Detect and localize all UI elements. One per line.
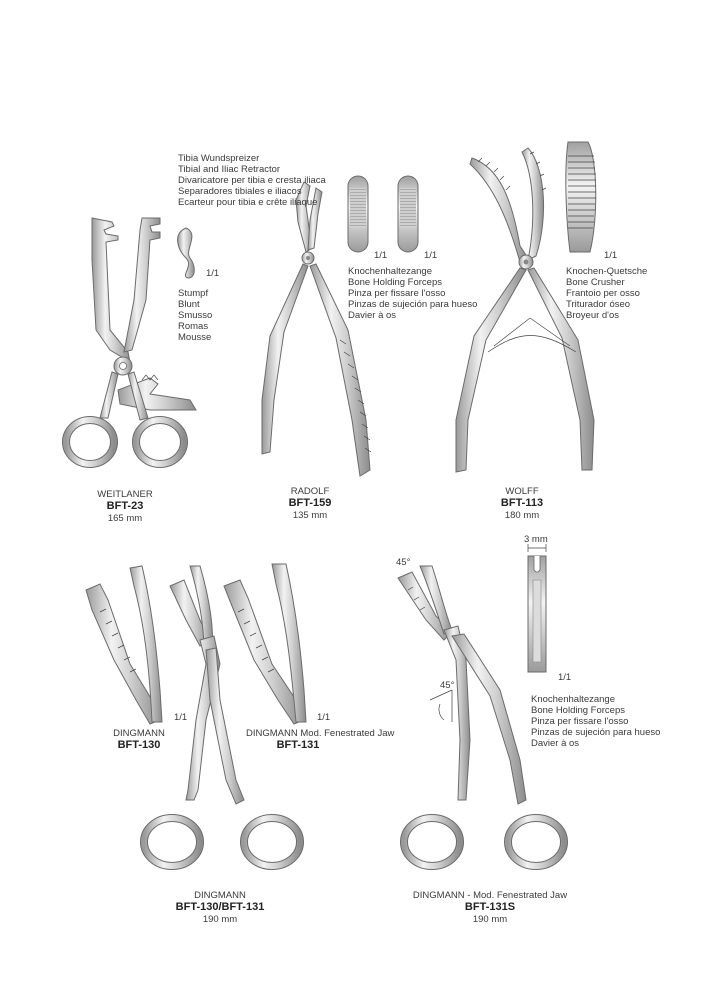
radolf-size: 135 mm [292,510,328,521]
wolff-desc-de: Knochen-Quetsche [566,266,648,277]
dingmann-131s-angle-mid: 45° [440,680,455,691]
dingmann-131s-desc-en: Bone Holding Forceps [531,705,625,716]
dingmann-combo-name: DINGMANN [194,890,246,901]
dingmann-131-code: BFT-131 [276,739,320,751]
weitlaner-scale: 1/1 [206,268,220,279]
dingmann-130-name: DINGMANN [113,728,165,739]
weitlaner-tip-fr: Mousse [178,332,212,343]
radolf-desc-es: Pinzas de sujeción para hueso [348,299,478,310]
radolf-description [348,266,477,321]
dingmann-130-scale: 1/1 [174,712,188,723]
dingmann-131s-scale: 1/1 [558,672,572,683]
radolf-scale-a: 1/1 [374,250,388,261]
wolff-desc-it: Frantoio per osso [566,288,640,299]
weitlaner-tip-description [178,288,212,343]
dingmann-combo-label [160,890,280,925]
dingmann-130-label [104,728,174,752]
radolf-desc-it: Pinza per fissare l'osso [348,288,446,299]
dingmann-131s-code: BFT-131S [464,901,516,913]
weitlaner-retractor-drawing [63,218,197,468]
radolf-code: BFT-159 [288,497,332,509]
dingmann-130-code: BFT-130 [117,739,161,751]
radolf-label [270,486,350,521]
dingmann-131s-desc-de: Knochenhaltezange [531,694,615,705]
dingmann-131s-label [400,890,580,925]
weitlaner-tip-es: Romas [178,321,209,332]
radolf-desc-de: Knochenhaltezange [348,266,432,277]
wolff-description [566,266,647,321]
radolf-name: RADOLF [290,486,330,497]
wolff-code: BFT-113 [500,497,544,509]
radolf-scale-b: 1/1 [424,250,438,261]
dingmann-131s-desc-es: Pinzas de sujeción para hueso [531,727,661,738]
weitlaner-desc-it: Divaricatore per tibia e cresta iliaca [178,175,326,186]
radolf-forceps-drawing [262,176,418,476]
weitlaner-tip-en: Blunt [178,299,200,310]
weitlaner-code: BFT-23 [106,500,144,512]
dingmann-131-scale: 1/1 [317,712,331,723]
wolff-label [482,486,562,521]
weitlaner-description [178,153,326,208]
dingmann-131s-size: 190 mm [472,914,508,925]
dingmann-131-jaw-drawing [224,564,306,724]
dingmann-131s-desc-fr: Davier à os [531,738,580,749]
dingmann-131s-name: DINGMANN - Mod. Fenestrated Jaw [412,890,568,901]
dingmann-combo-size: 190 mm [202,914,238,925]
dingmann-combo-code: BFT-130/BFT-131 [175,901,265,913]
radolf-desc-fr: Davier à os [348,310,397,321]
weitlaner-tip-it: Smusso [178,310,213,321]
wolff-size: 180 mm [504,510,540,521]
weitlaner-desc-en: Tibial and Iliac Retractor [178,164,281,175]
dingmann-131-sub: Mod. Fenestrated Jaw [300,728,395,739]
weitlaner-size: 165 mm [107,513,143,524]
weitlaner-desc-fr: Ecarteur pour tibia e crête iliaque [178,197,318,208]
wolff-desc-en: Bone Crusher [566,277,625,288]
wolff-desc-fr: Broyeur d'os [566,310,620,321]
weitlaner-tip-de: Stumpf [178,288,209,299]
weitlaner-name: WEITLANER [97,489,153,500]
weitlaner-desc-de: Tibia Wundspreizer [178,153,260,164]
dingmann-131s-desc-it: Pinza per fissare l'osso [531,716,629,727]
weitlaner-desc-es: Separadores tibiales e iliacos [178,186,302,197]
radolf-desc-en: Bone Holding Forceps [348,277,442,288]
dingmann-131-label [246,728,395,752]
dingmann-131-name: DINGMANN [246,728,298,739]
wolff-desc-es: Triturador óseo [566,299,631,310]
dingmann-combo-forceps-drawing [141,566,304,870]
dingmann-131s-description [531,694,660,749]
wolff-scale: 1/1 [604,250,618,261]
dingmann-131s-width: 3 mm [524,534,548,545]
weitlaner-label [85,489,165,524]
dingmann-131s-angle-top: 45° [396,557,411,568]
dingmann-130-jaw-drawing [86,566,162,724]
wolff-name: WOLFF [505,486,539,497]
